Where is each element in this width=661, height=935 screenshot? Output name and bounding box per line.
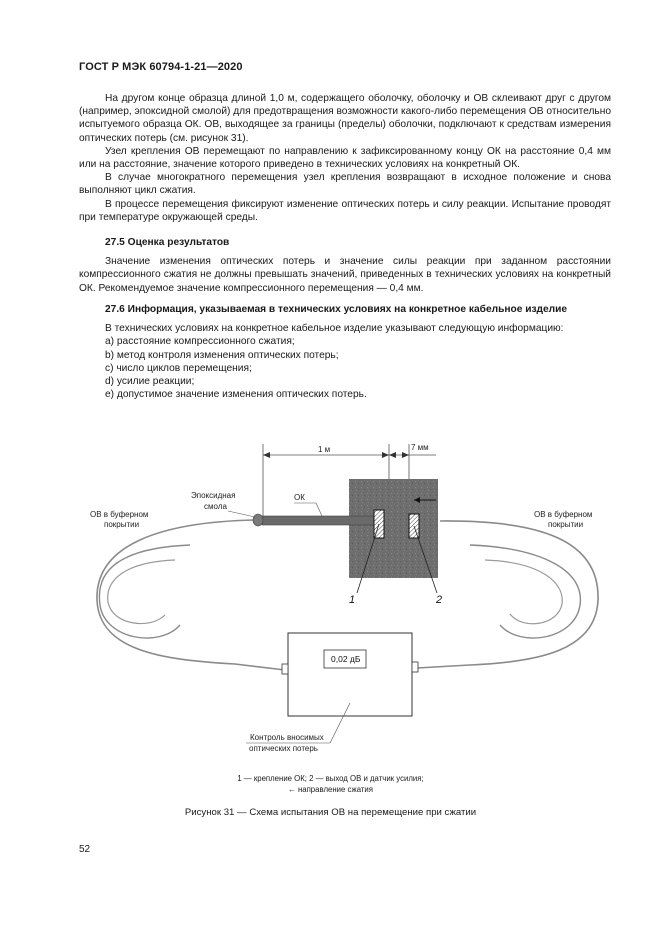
label-ok: ОК: [294, 493, 305, 502]
figure-caption: Рисунок 31 — Схема испытания ОВ на перемещение при сжатии: [184, 807, 477, 818]
epoxy-resin: [253, 514, 263, 526]
fiber-right-loop: [417, 521, 598, 668]
label-epoxy: Эпоксидная смола: [191, 491, 236, 511]
paragraph: Значение изменения оптических потерь и значение силы реакции при заданном расстоянии компрессионного сжатия не должны превышать значений, приведенных в технических условиях на конкретный ОК. Рекомендуемое значение компрессионного перемещения — 0,4 мм.: [79, 256, 611, 294]
body-text: [79, 92, 611, 224]
page-number: 52: [79, 844, 91, 855]
label-fiber-right: ОВ в буферном покрытии: [534, 510, 593, 529]
meter-port-right: [412, 662, 418, 672]
label-fiber-left: ОВ в буферном покрытии: [90, 510, 149, 529]
list-item: a) расстояние компрессионного сжатия;: [105, 336, 295, 348]
callout-1: 1: [349, 594, 356, 606]
legend-line: 1 — крепление ОК; 2 — выход ОВ и датчик усилия;: [237, 774, 424, 783]
document-header: ГОСТ Р МЭК 60794-1-21—2020: [79, 61, 243, 73]
paragraph: На другом конце образца длиной 1,0 м, содержащего оболочку, оболочку и ОВ склеивают друг с другом (например, эпоксидной смолой) для предотвращения возможности какого-либо перемещения ОВ относительно испытуемого образца ОК. ОВ, выходящее за границы (пределы) оболочки, подключают к средствам измерения оптических потерь (см. рисунок 31).: [79, 93, 611, 144]
cable-ok: [262, 516, 377, 525]
paragraph: В процессе перемещения фиксируют изменение оптических потерь и силу реакции. Испытание проводят при температуре окружающей среды.: [79, 198, 611, 223]
section-27-6: [79, 303, 611, 401]
meter-reading: 0,02 дБ: [331, 654, 361, 664]
legend-line: ← направление сжатия: [287, 785, 374, 794]
fiber-right-coil: [470, 545, 580, 638]
figure-31-diagram: [0, 430, 661, 770]
section-heading: 27.6 Информация, указываемая в технических условиях на конкретное кабельное изделие: [105, 304, 568, 315]
dimension-7mm: 7 мм: [411, 443, 429, 452]
label-meter: Контроль вносимых оптических потерь: [249, 733, 324, 753]
meter-port-left: [282, 664, 288, 674]
figure-legend: [0, 773, 661, 795]
list-item: d) усилие реакции;: [105, 376, 195, 388]
fiber-left-loop: [97, 520, 285, 670]
dimension-1m: 1 м: [318, 445, 331, 454]
section-heading: 27.5 Оценка результатов: [105, 237, 230, 248]
list-item: e) допустимое значение изменения оптических потерь.: [105, 389, 367, 401]
paragraph: В технических условиях на конкретное кабельное изделие указывают следующую информацию:: [105, 323, 564, 335]
list-item: c) число циклов перемещения;: [105, 362, 252, 374]
paragraph: В случае многократного перемещения узел крепления возвращают в исходное положение и снова выполняют цикл сжатия.: [79, 172, 611, 197]
fiber-left-coil-2: [108, 560, 175, 624]
clamp-block: [349, 479, 438, 578]
list-item: b) метод контроля изменения оптических потерь;: [105, 349, 339, 361]
fiber-right-coil-2: [485, 560, 562, 624]
paragraph: Узел крепления ОВ перемещают по направлению к зафиксированному концу ОК на расстояние 0,4 мм или на расстояние, значение которого приведено в технических условиях на конкретный ОК.: [79, 145, 611, 171]
section-27-5: [79, 236, 611, 295]
callout-2: 2: [436, 594, 443, 606]
